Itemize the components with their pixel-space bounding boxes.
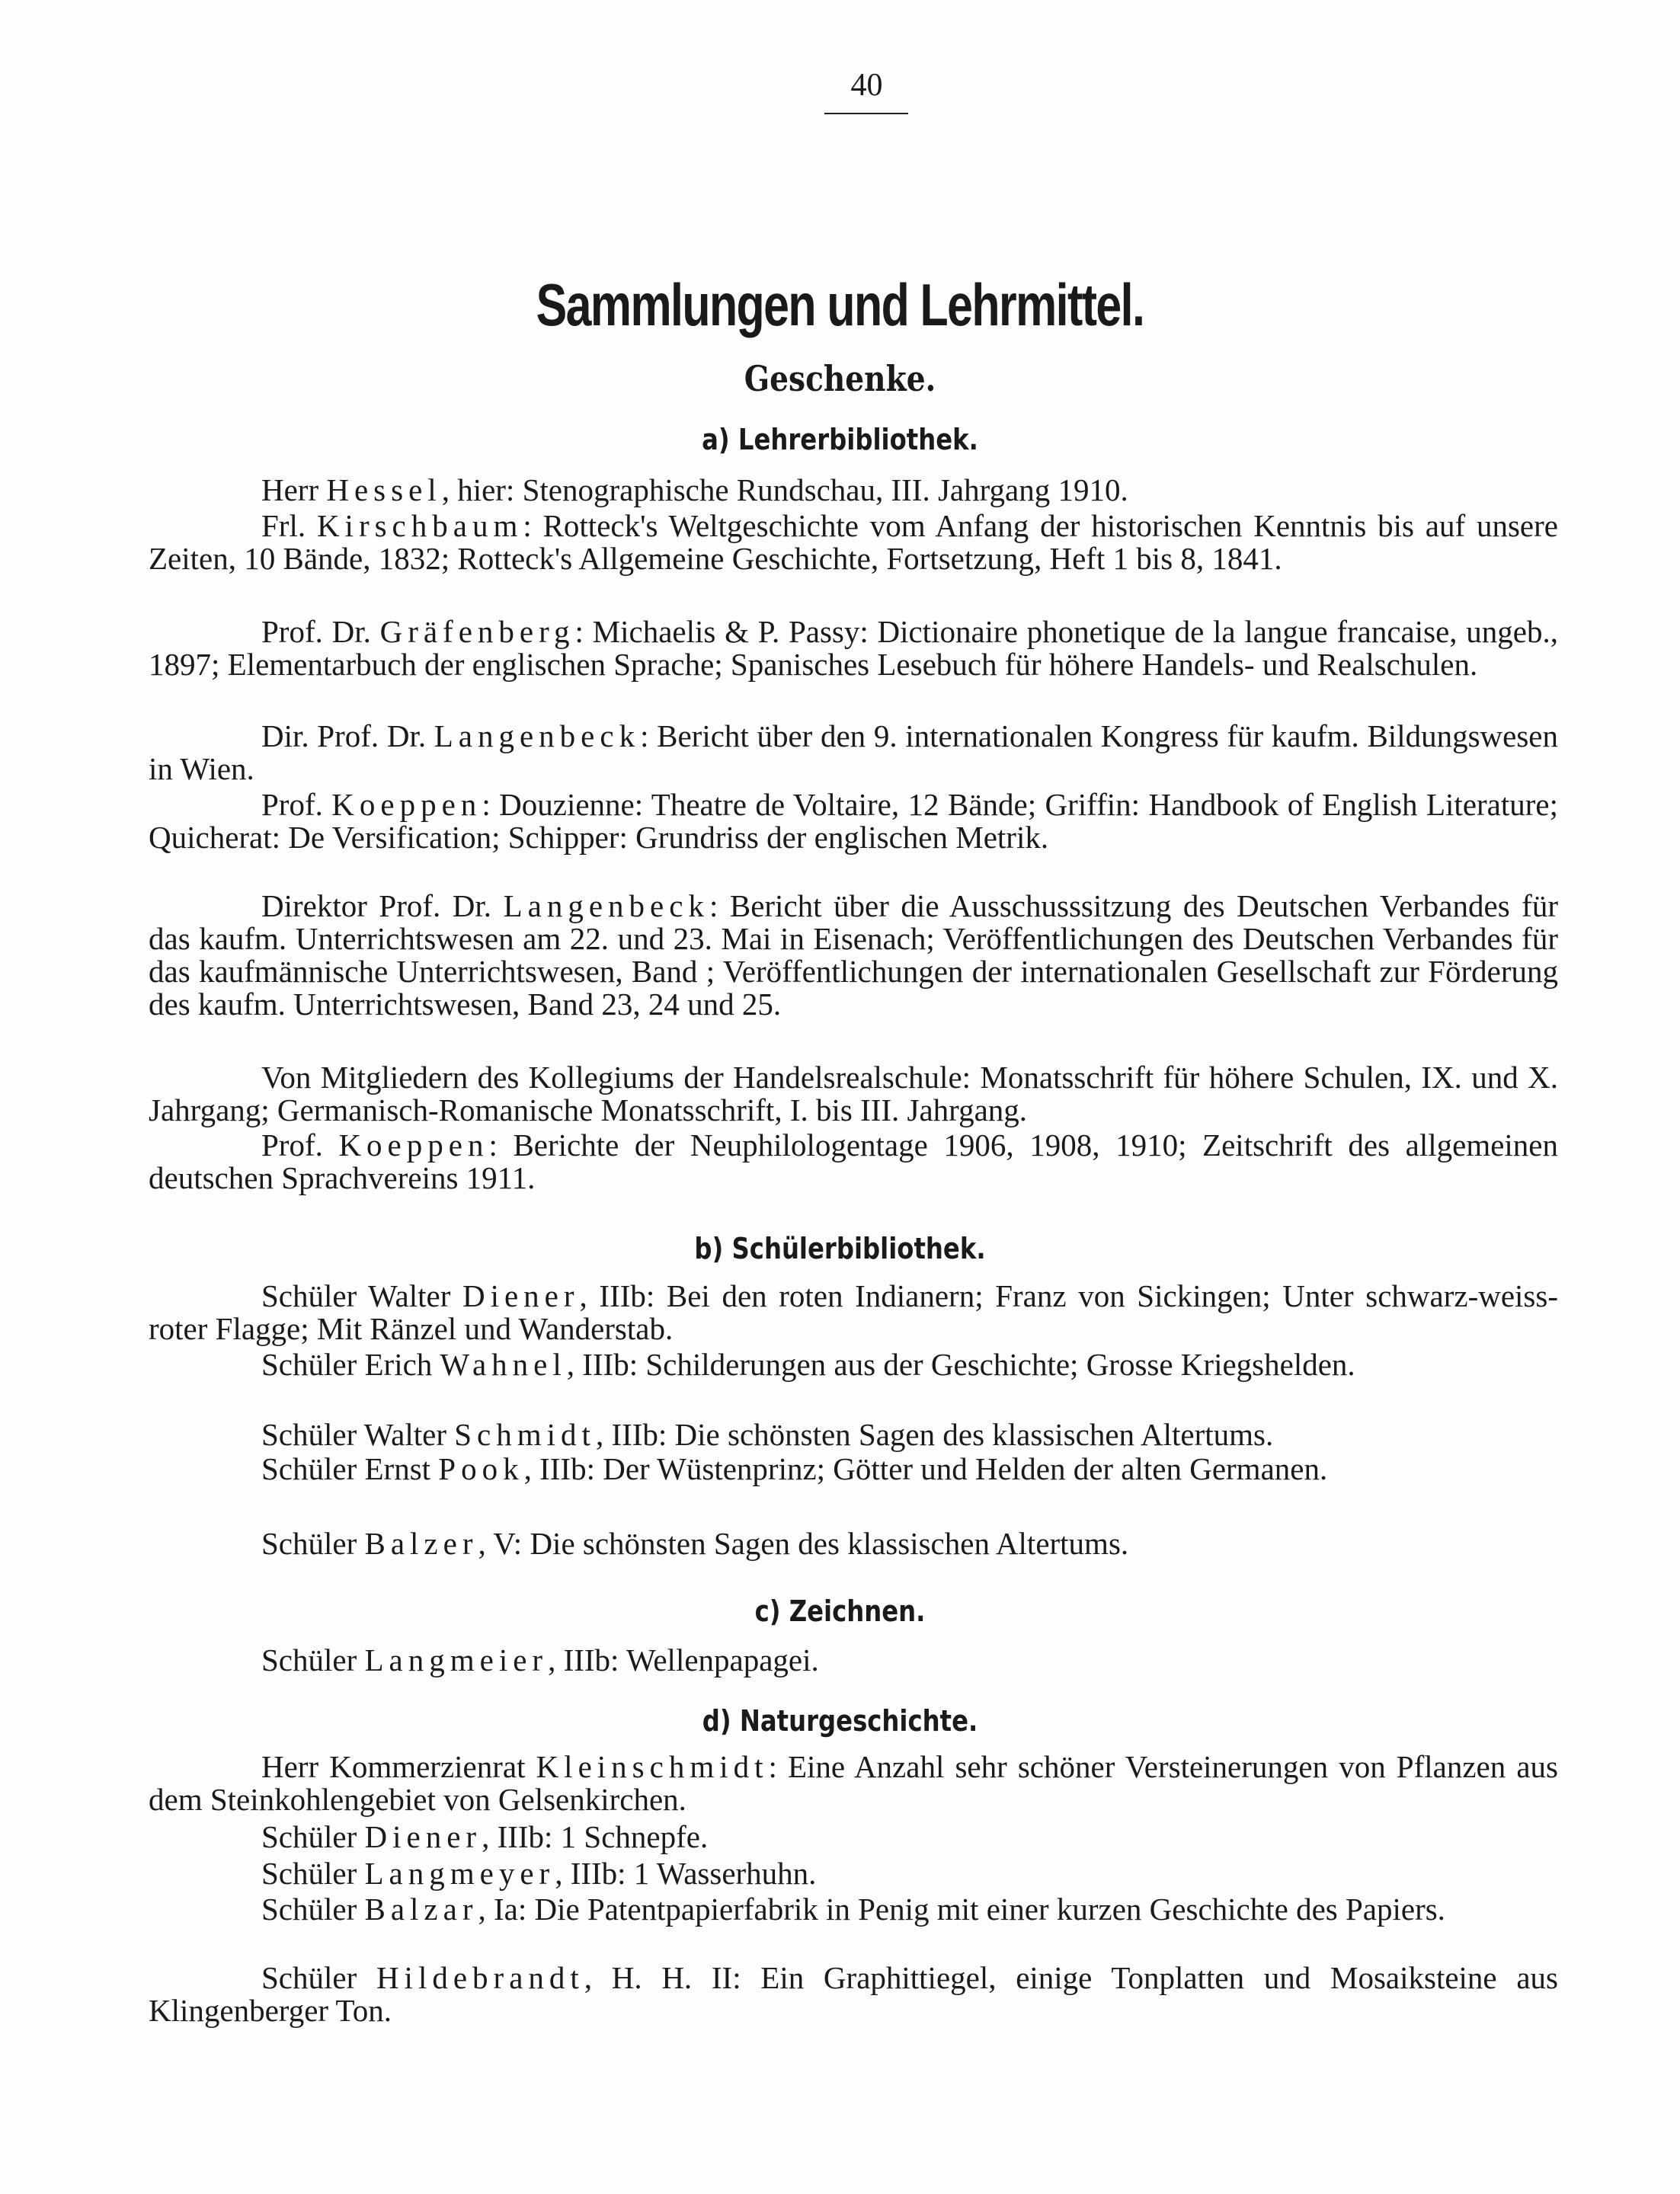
- page-number-rule: [824, 113, 908, 114]
- section-heading-zeichnen: c) Zeichnen.: [754, 1594, 926, 1628]
- entry-langmeier: Schüler Langmeier, IIIb: Wellenpapagei.: [261, 1642, 819, 1677]
- entry-hessel: Herr Hessel, hier: Stenographische Rundschau, III. Jahrgang 1910.: [261, 472, 1128, 507]
- section-heading-schuelerbibliothek: b) Schülerbibliothek.: [694, 1232, 986, 1265]
- entry-schmidt: Schüler Walter Schmidt, IIIb: Die schönsten Sagen des klassischen Altertums.: [261, 1417, 1274, 1452]
- entry-langenbeck-ausschuss: Direktor Prof. Dr. Langenbeck: Bericht über die Ausschusssitzung des Deutschen Verbandes für das kaufm. Unterrichtswesen am 22. und 23. Mai in Eisenach; Veröffentlichungen des Deutschen Verbandes für das kaufmännische Unterrichtswesen, Band ; Veröffentlichungen der internationalen Gesellschaft zur Förderung des kaufm. Unterrichtswesen, Band 23, 24 und 25.: [149, 888, 1558, 1022]
- entry-balzer: Schüler Balzer, V: Die schönsten Sagen des klassischen Altertums.: [261, 1526, 1129, 1561]
- entry-wahnel: Schüler Erich Wahnel, IIIb: Schilderungen aus der Geschichte; Grosse Kriegshelden.: [261, 1347, 1355, 1382]
- entry-hildebrandt: Schüler Hildebrandt, H. H. II: Ein Graphittiegel, einige Tonplatten und Mosaiksteine aus Klingenberger Ton.: [149, 1960, 1558, 2028]
- entry-kollegium: Von Mitgliedern des Kollegiums der Handelsrealschule: Monatsschrift für höhere Schulen, IX. und X. Jahrgang; Germanisch-Romanische Monatsschrift, I. bis III. Jahrgang.: [149, 1060, 1558, 1127]
- entry-pook: Schüler Ernst Pook, IIIb: Der Wüstenprinz; Götter und Helden der alten Germanen.: [261, 1451, 1328, 1486]
- entry-balzar: Schüler Balzar, Ia: Die Patentpapierfabrik in Penig mit einer kurzen Geschichte des Papiers.: [261, 1892, 1445, 1927]
- page-title: Sammlungen und Lehrmittel.: [536, 271, 1144, 338]
- section-heading-lehrerbibliothek: a) Lehrerbibliothek.: [702, 423, 978, 456]
- entry-kirschbaum: Frl. Kirschbaum: Rotteck's Weltgeschichte vom Anfang der historischen Kenntnis bis auf unsere Zeiten, 10 Bände, 1832; Rotteck's Allgemeine Geschichte, Fortsetzung, Heft 1 bis 8, 1841.: [149, 508, 1558, 576]
- page-subtitle: Geschenke.: [744, 358, 936, 399]
- entry-langenbeck-kongress: Dir. Prof. Dr. Langenbeck: Bericht über den 9. internationalen Kongress für kaufm. Bildungswesen in Wien.: [149, 718, 1559, 786]
- entry-koeppen-neuphilologen: Prof. Koeppen: Berichte der Neuphilologentage 1906, 1908, 1910; Zeitschrift des allgemeinen deutschen Sprachvereins 1911.: [149, 1127, 1559, 1195]
- section-heading-naturgeschichte: d) Naturgeschichte.: [702, 1704, 978, 1738]
- page-number: 40: [850, 68, 883, 103]
- entry-diener-walter: Schüler Walter Diener, IIIb: Bei den roten Indianern; Franz von Sickingen; Unter schwarz-weiss-roter Flagge; Mit Ränzel und Wanderstab.: [149, 1278, 1558, 1346]
- entry-langmeyer: Schüler Langmeyer, IIIb: 1 Wasserhuhn.: [261, 1856, 817, 1891]
- entry-diener-schnepfe: Schüler Diener, IIIb: 1 Schnepfe.: [261, 1819, 709, 1854]
- entry-kleinschmidt: Herr Kommerzienrat Kleinschmidt: Eine Anzahl sehr schöner Versteinerungen von Pflanzen aus dem Steinkohlengebiet von Gelsenkirchen.: [149, 1749, 1558, 1817]
- entry-graefenberg: Prof. Dr. Gräfenberg: Michaelis & P. Passy: Dictionaire phonetique de la langue francaise, ungeb., 1897; Elementarbuch der englischen Sprache; Spanisches Lesebuch für höhere Handels- und Realschulen.: [149, 614, 1558, 682]
- entry-koeppen-voltaire: Prof. Koeppen: Douzienne: Theatre de Voltaire, 12 Bände; Griffin: Handbook of English Literature; Quicherat: De Versification; Schipper: Grundriss der englischen Metrik.: [149, 787, 1558, 855]
